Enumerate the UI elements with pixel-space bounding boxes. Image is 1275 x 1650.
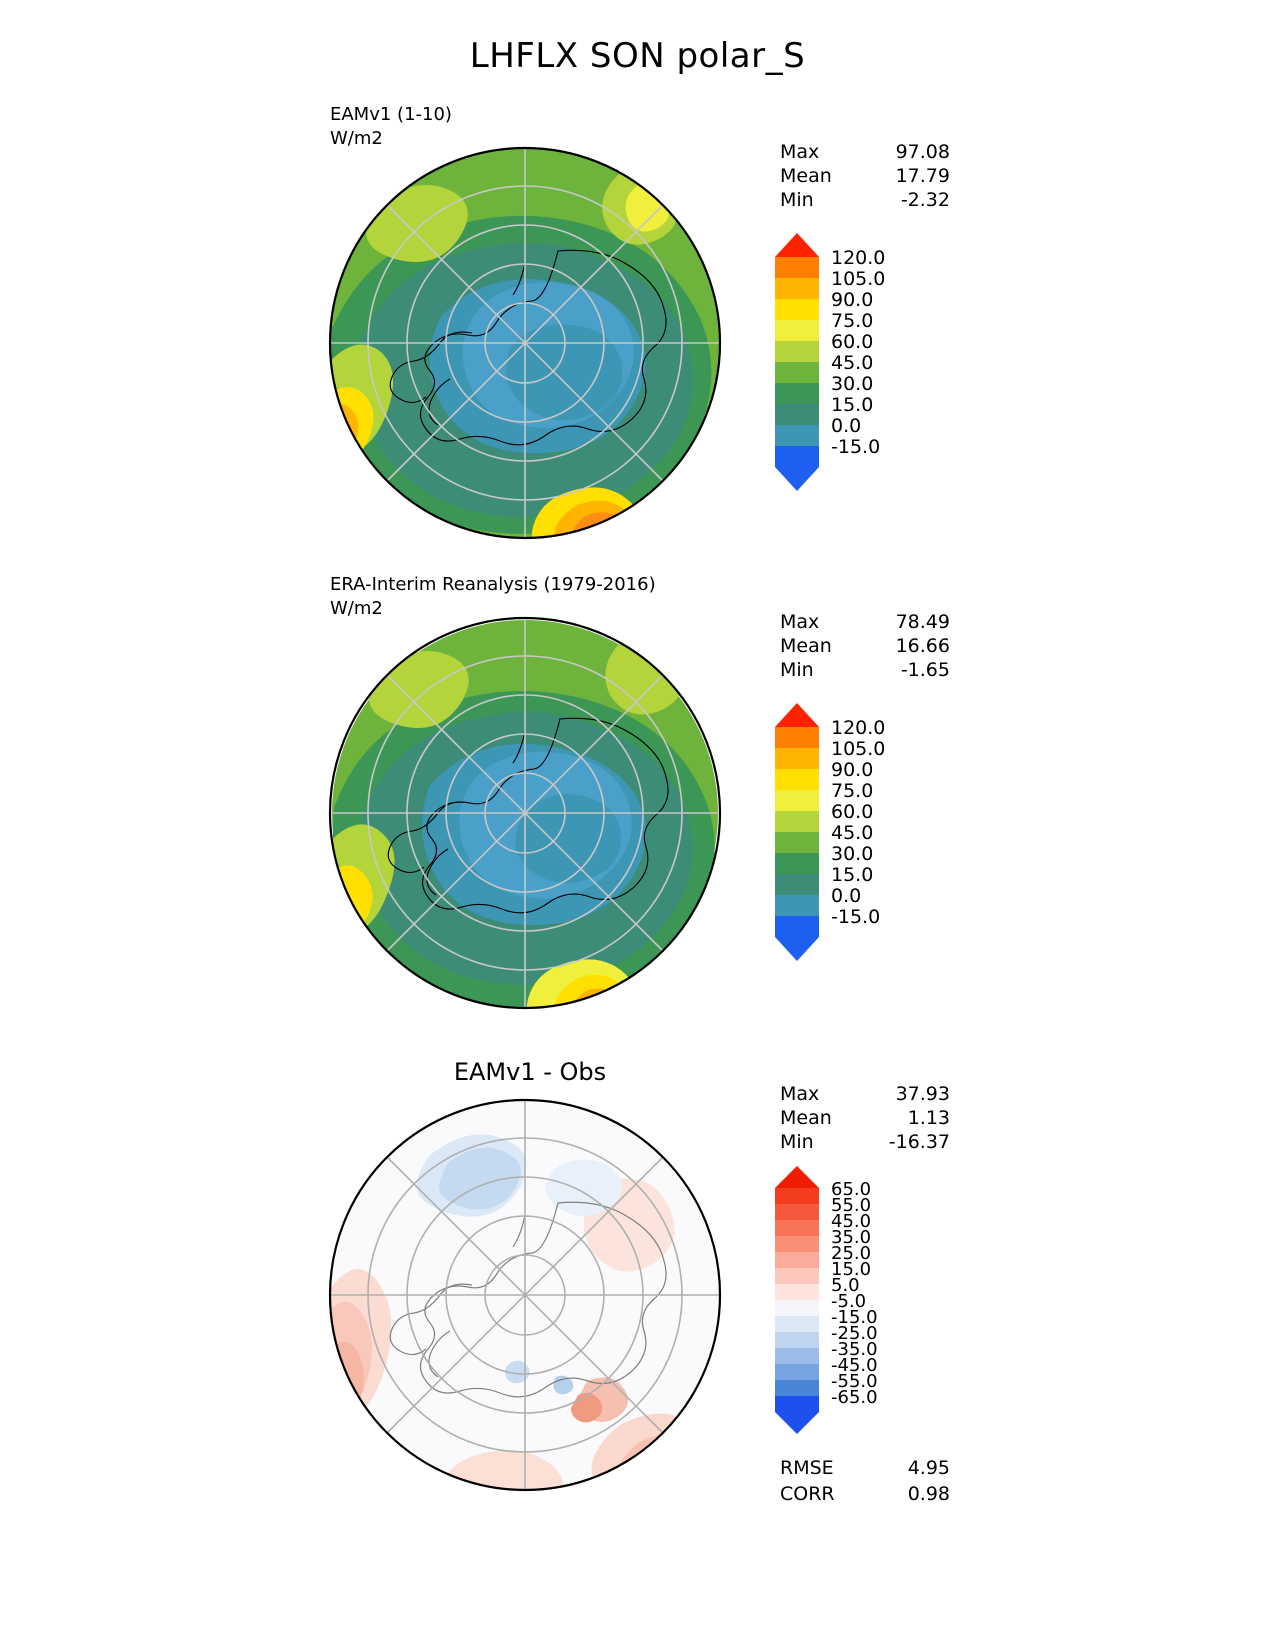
- panel-2-label: ERA-Interim Reanalysis (1979-2016): [330, 574, 656, 595]
- stat-row: CORR 0.98: [780, 1483, 950, 1505]
- colorbar-model: 120.0 105.0 90.0 75.0 60.0 45.0 30.0 15.0 0.0 -15.0: [775, 223, 1025, 503]
- panel-model: [0, 95, 1275, 545]
- stats-obs: [780, 610, 950, 682]
- stat-row: Mean 1.13: [780, 1107, 950, 1129]
- panel-2-units: W/m2: [330, 598, 383, 619]
- polar-map-model: [320, 143, 730, 543]
- colorbar-difference: 65.0 55.0 45.0 35.0 25.0 15.0 5.0 -5.0 -15.0 -25.0 -35.0 -45.0 -55.0 -65.0: [775, 1160, 1025, 1460]
- stat-row: RMSE 4.95: [780, 1457, 950, 1479]
- panel-1-label: EAMv1 (1-10): [330, 104, 452, 125]
- footer-stats-difference: [780, 1455, 950, 1507]
- stat-row: Max 37.93: [780, 1083, 950, 1105]
- stats-difference: [780, 1082, 950, 1154]
- page-title: LHFLX SON polar_S: [469, 36, 806, 76]
- stat-row: Min -1.65: [780, 659, 950, 681]
- stat-row: Mean 17.79: [780, 165, 950, 187]
- panel-3-label: EAMv1 - Obs: [453, 1058, 607, 1086]
- stat-row: Min -16.37: [780, 1131, 950, 1153]
- stat-row: Max 78.49: [780, 611, 950, 633]
- stats-model: [780, 140, 950, 212]
- stat-row: Mean 16.66: [780, 635, 950, 657]
- panel-difference: [0, 1050, 1275, 1520]
- stat-row: Max 97.08: [780, 141, 950, 163]
- panel-1-units: W/m2: [330, 128, 383, 149]
- panel-obs: [0, 565, 1275, 1015]
- stat-row: Min -2.32: [780, 189, 950, 211]
- polar-map-difference: [320, 1095, 730, 1495]
- colorbar-obs: 120.0 105.0 90.0 75.0 60.0 45.0 30.0 15.0 0.0 -15.0: [775, 693, 1025, 973]
- polar-map-obs: [320, 613, 730, 1013]
